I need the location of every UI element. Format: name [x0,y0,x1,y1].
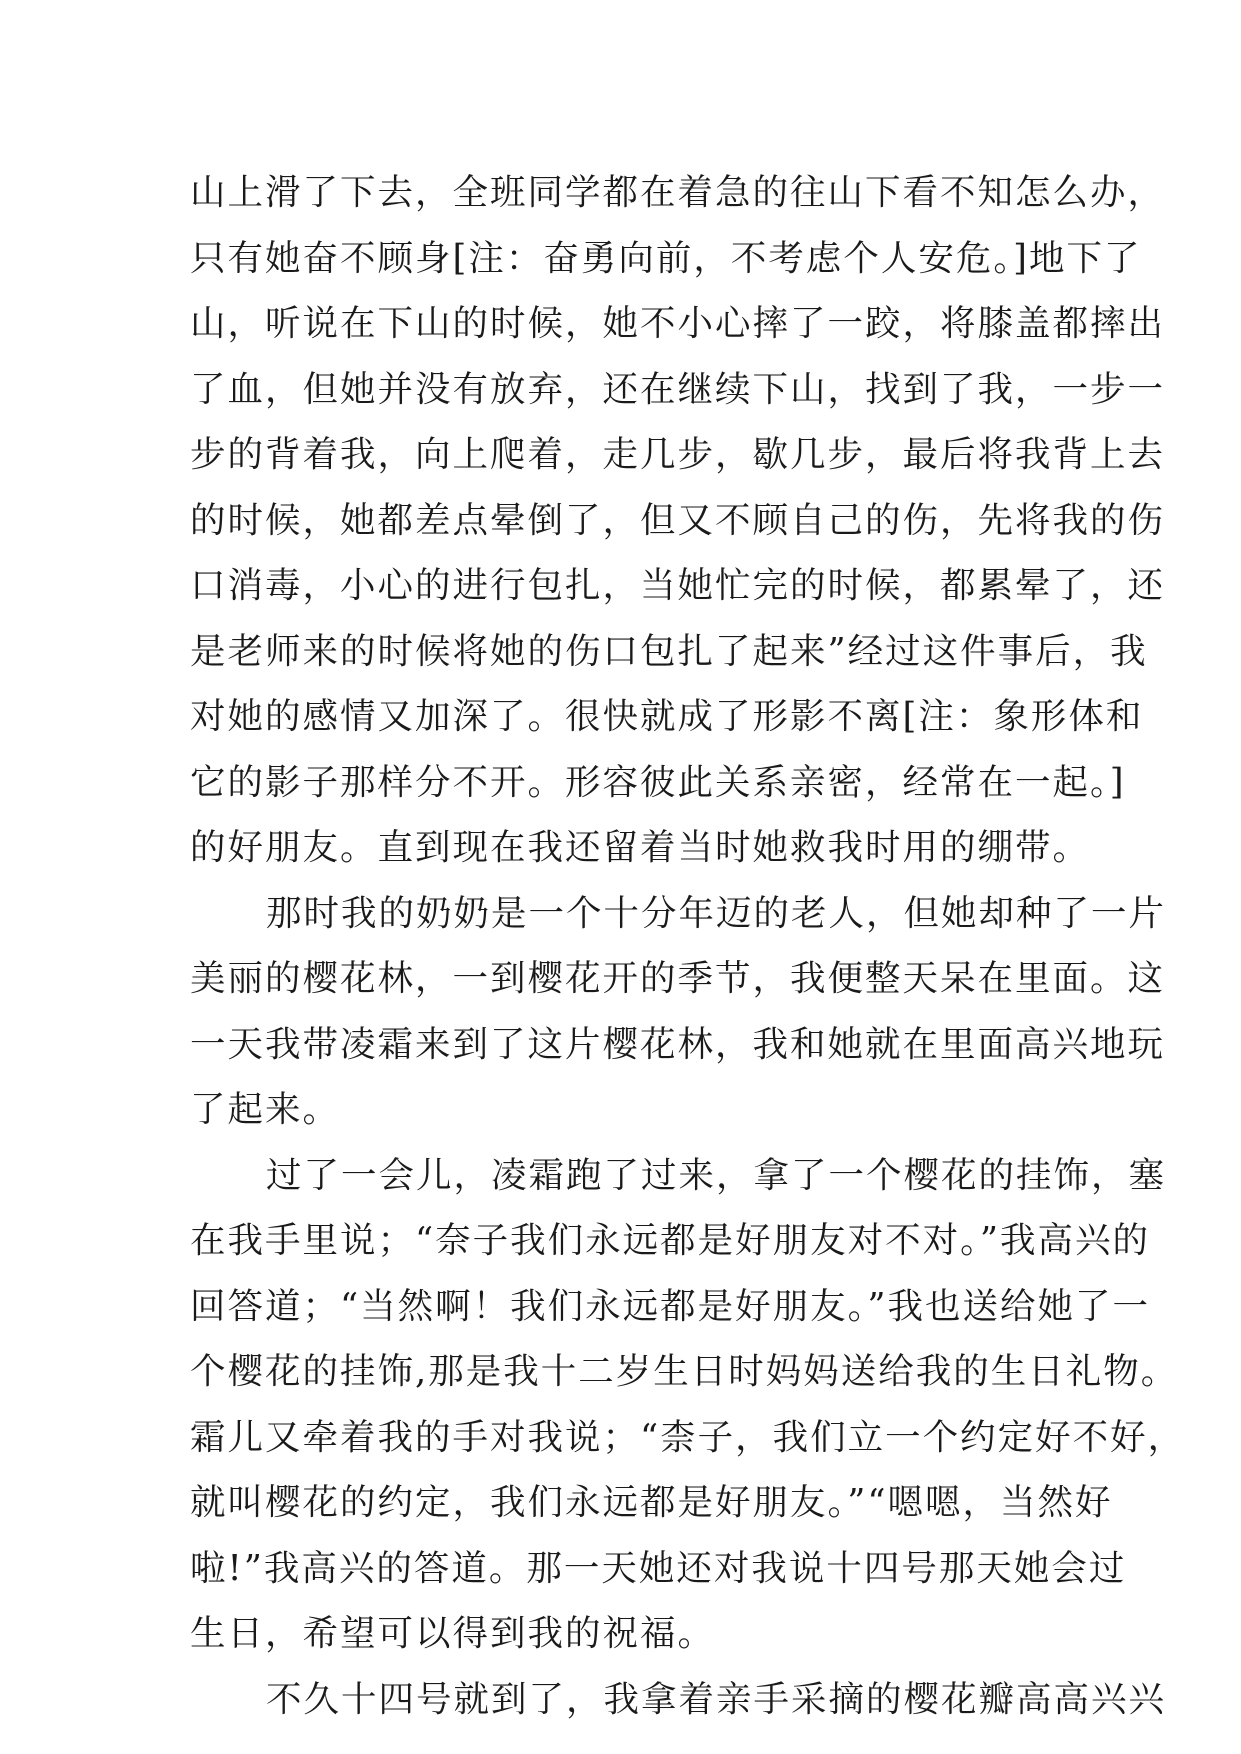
text-line: 了血，但她并没有放弃，还在继续下山，找到了我，一步一 [190,368,1166,410]
paragraph-start-line: 那时我的奶奶是一个十分年迈的老人，但她却种了一片 [266,892,1167,934]
body-text [190,160,1186,1732]
text-line: 口消毒，小心的进行包扎，当她忙完的时候，都累晕了，还 [190,565,1166,606]
text-line: 对她的感情又加深了。很快就成了形影不离[注：象形体和 [190,696,1144,737]
text-line: 生日，希望可以得到我的祝福。 [190,1613,716,1654]
text-line: 的好朋友。直到现在我还留着当时她救我时用的绷带。 [190,827,1091,868]
text-line: 是老师来的时候将她的伤口包扎了起来”经过这件事后，我 [190,630,1148,672]
text-line: 只有她奋不顾身[注：奋勇向前，不考虑个人安危。]地下了 [190,237,1142,279]
text-line: 霜儿又牵着我的手对我说；“柰子，我们立一个约定好不好， [190,1416,1186,1458]
text-line: 了起来。 [190,1089,341,1130]
text-line: 它的影子那样分不开。形容彼此关系亲密，经常在一起。] [190,761,1126,803]
text-line: 个樱花的挂饰,那是我十二岁生日时妈妈送给我的生日礼物。 [190,1351,1179,1392]
text-line: 山，听说在下山的时候，她不小心摔了一跤，将膝盖都摔出 [190,303,1166,344]
text-line: 回答道；“当然啊！我们永远都是好朋友。”我也送给她了一 [190,1285,1151,1327]
text-line: 步的背着我，向上爬着，走几步，歇几步，最后将我背上去 [190,434,1166,475]
text-line: 美丽的樱花林，一到樱花开的季节，我便整天呆在里面。这 [190,958,1166,999]
text-line: 的时候，她都差点晕倒了，但又不顾自己的伤，先将我的伤 [190,499,1166,541]
paragraph-start-line: 不久十四号就到了，我拿着亲手采摘的樱花瓣高高兴兴 [266,1678,1167,1720]
text-line: 啦!”我高兴的答道。那一天她还对我说十四号那天她会过 [190,1547,1127,1589]
text-line: 一天我带凌霜来到了这片樱花林，我和她就在里面高兴地玩 [190,1023,1166,1065]
text-line: 就叫樱花的约定，我们永远都是好朋友。”“嗯嗯，当然好 [190,1482,1113,1523]
paragraph-start-line: 过了一会儿，凌霜跑了过来，拿了一个樱花的挂饰，塞 [266,1154,1167,1196]
text-line: 在我手里说；“奈子我们永远都是好朋友对不对。”我高兴的 [190,1220,1151,1261]
text-line: 山上滑了下去，全班同学都在着急的往山下看不知怎么办， [190,172,1166,213]
